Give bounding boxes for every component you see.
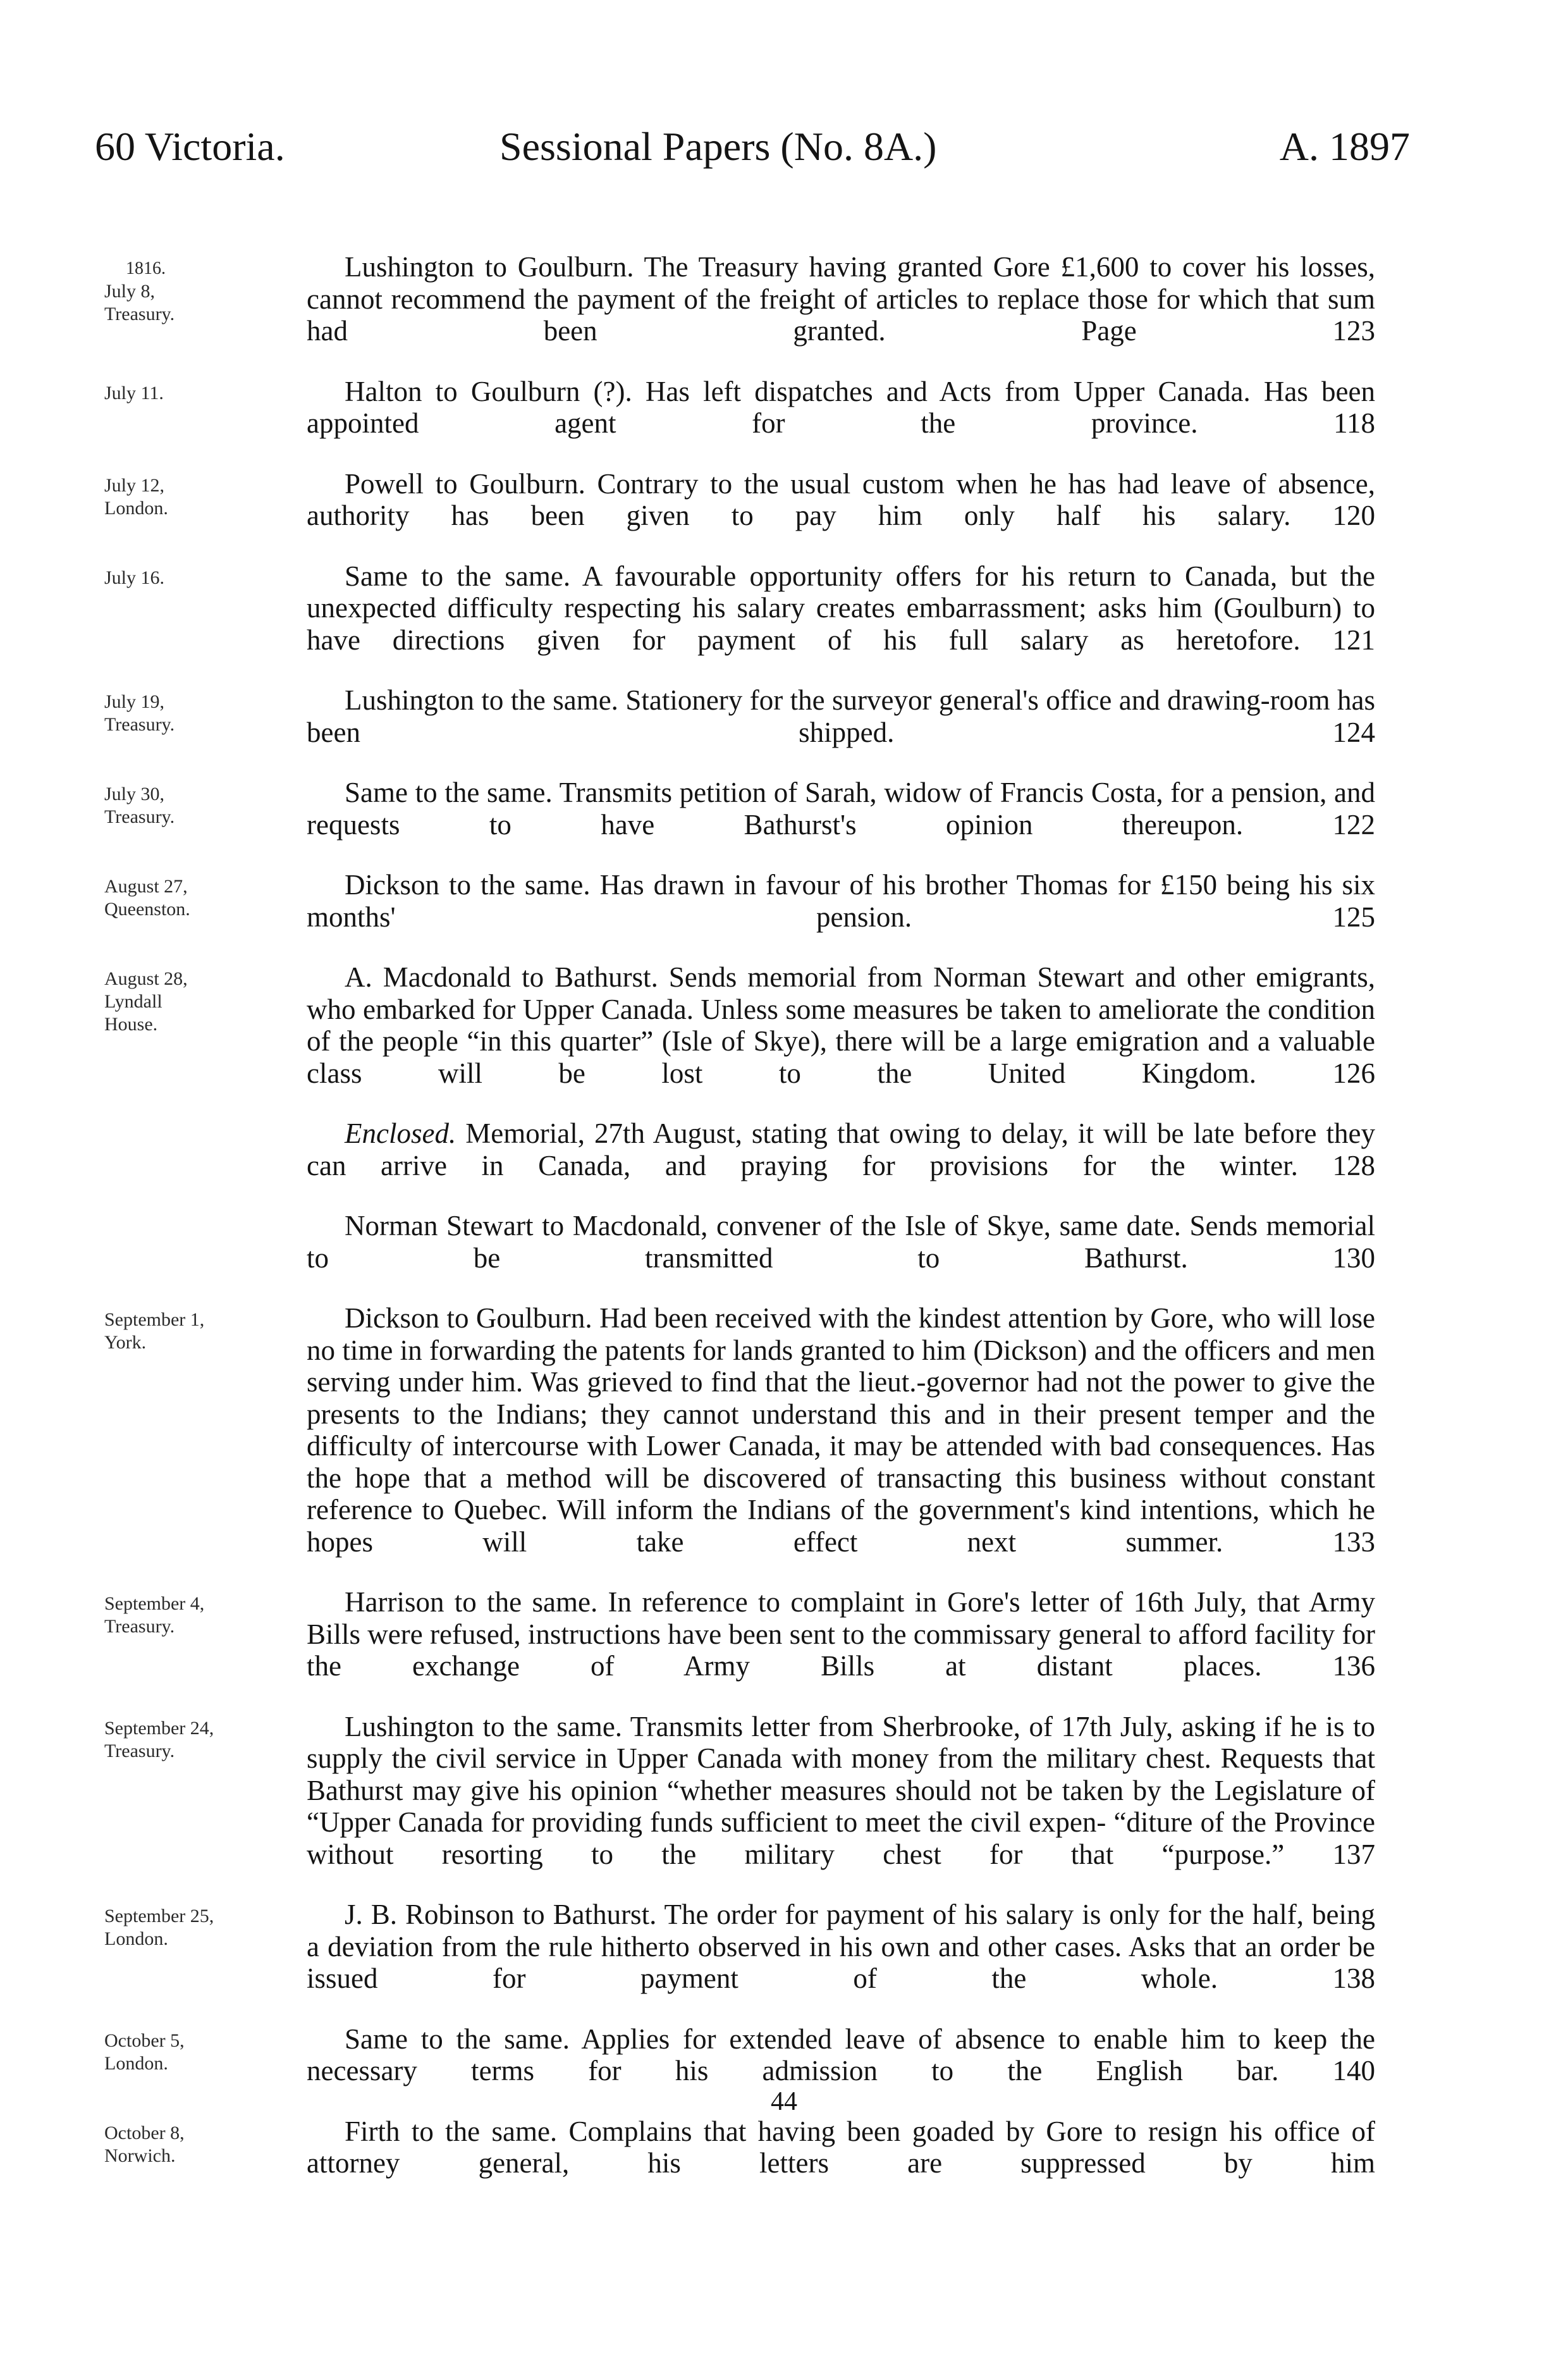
entry-text: J. B. Robinson to Bathurst. The order for payment of his salary is only for the half, being a deviation from the rule hitherto observed in his own and other cases. Asks that an order be issued for payment of the whole. 138 — [307, 1899, 1375, 1994]
margin-date: August 27, Queenston. — [104, 876, 190, 920]
entry-text: Same to the same. Transmits petition of Sarah, widow of Francis Costa, for a pension, and requests to have Bathurst's opinion thereupon. 122 — [307, 777, 1375, 841]
entry — [104, 1118, 1375, 1181]
margin-date: September 1, York. — [104, 1309, 205, 1353]
entry — [104, 1210, 1375, 1274]
margin-date: July 30, Treasury. — [104, 784, 175, 827]
margin-date: August 28, Lyndall House. — [104, 968, 188, 1035]
entry-text: Halton to Goulburn (?). Has left dispatches and Acts from Upper Canada. Has been appointed agent for the province. 118 — [307, 375, 1375, 439]
entry-text: A. Macdonald to Bathurst. Sends memorial from Norman Stewart and other emigrants, who embarked for Upper Canada. Unless some measures be taken to ameliorate the condition of the people “in this quarter” (Isle of Skye), there will be a large emigration and a valuable class will be lost to the United Kingdom. 126 — [307, 961, 1375, 1089]
entry-text: Same to the same. A favourable opportunity offers for his return to Canada, but the unexpected difficulty respecting his salary creates embarrassment; asks him (Goulburn) to have directions given for payment of his full salary as heretofore. 121 — [307, 560, 1375, 656]
header-year: A. 1897 — [1279, 124, 1410, 169]
entry-text: Dickson to the same. Has drawn in favour of his brother Thomas for £150 being his six months' pension. 125 — [307, 869, 1375, 933]
entry-text: Dickson to Goulburn. Had been received with the kindest attention by Gore, who will lose no time in forwarding the patents for lands granted to him (Dickson) and the officers and men serving under him. Was grieved to find that the lieut.-governor had not the power to give the presents to the Indians; they cannot understand this and in their present temper and the difficulty of intercourse with Lower Canada, it may be attended with bad consequences. Has the hope that a method will be discovered of transacting this business without constant reference to Quebec. Will inform the Indians of the government's kind intentions, which he hopes will take effect next summer. 133 — [307, 1302, 1375, 1558]
calendar-entries — [104, 223, 1375, 2208]
entry-text: Powell to Goulburn. Contrary to the usual custom when he has had leave of absence, authority has been given to pay him only half his salary. 120 — [307, 467, 1375, 531]
entry — [104, 251, 1375, 347]
page-number: 44 — [771, 2087, 797, 2116]
entry — [104, 777, 1375, 841]
entry — [104, 684, 1375, 748]
entry-text: Firth to the same. Complains that having been goaded by Gore to resign his office of attorney general, his letters are suppressed by him — [307, 2115, 1375, 2179]
entry — [104, 376, 1375, 440]
margin-date: October 5, London. — [104, 2030, 185, 2074]
entry — [104, 560, 1375, 656]
entry-text: Harrison to the same. In reference to complaint in Gore's letter of 16th July, that Army Bills were refused, instructions have been sent to the commissary general to afford facility for the exchange of Army Bills at distant places. 136 — [307, 1586, 1375, 1682]
margin-date: July 11. — [104, 382, 164, 404]
header-regnal-year: 60 Victoria. — [95, 124, 285, 169]
entry — [104, 1302, 1375, 1558]
entry-text: Norman Stewart to Macdonald, convener of the Isle of Skye, same date. Sends memorial to be transmitted to Bathurst. 130 — [307, 1210, 1375, 1274]
entry — [104, 1899, 1375, 1995]
margin-date: September 25, London. — [104, 1906, 214, 1949]
margin-date: July 12, London. — [104, 474, 168, 519]
enclosed-label: Enclosed. — [345, 1118, 456, 1149]
entry — [104, 961, 1375, 1089]
entry — [104, 1586, 1375, 1682]
margin-date: October 8, Norwich. — [104, 2122, 185, 2166]
entry — [104, 2116, 1375, 2179]
margin-date: July 16. — [104, 567, 165, 588]
entry-text: Lushington to the same. Transmits letter from Sherbrooke, of 17th July, asking if he is to supply the civil service in Upper Canada with money from the military chest. Requests that Bathurst may give his opinion “whether measures should not be taken by the Legislature of “Upper Canada for providing funds sufficient to meet the civil expen- “diture of the Province without resorting to the military chest for that “purpose.” 137 — [307, 1710, 1375, 1870]
entry — [104, 1711, 1375, 1871]
entry — [104, 2023, 1375, 2087]
running-header — [95, 121, 1410, 172]
entry-text: Lushington to the same. Stationery for the surveyor general's office and drawing-room has been shipped. 124 — [307, 684, 1375, 748]
header-title: Sessional Papers (No. 8A.) — [499, 124, 937, 169]
margin-date: September 24, Treasury. — [104, 1717, 214, 1761]
entry-text: Lushington to Goulburn. The Treasury having granted Gore £1,600 to cover his losses, cannot recommend the payment of the freight of articles to replace those for which that sum had been granted. Page 123 — [307, 251, 1375, 347]
entry-text: Same to the same. Applies for extended leave of absence to enable him to keep the necessary terms for his admission to the English bar. 140 — [307, 2023, 1375, 2086]
entry-text: Enclosed. Memorial, 27th August, stating that owing to delay, it will be late before they can arrive in Canada, and praying for provisions for the winter. 128 — [307, 1118, 1376, 1181]
margin-date: 1816. July 8, Treasury. — [104, 259, 175, 324]
entry — [104, 869, 1375, 933]
entry — [104, 468, 1375, 532]
margin-date: July 19, Treasury. — [104, 691, 175, 735]
margin-date: September 4, Treasury. — [104, 1593, 205, 1637]
